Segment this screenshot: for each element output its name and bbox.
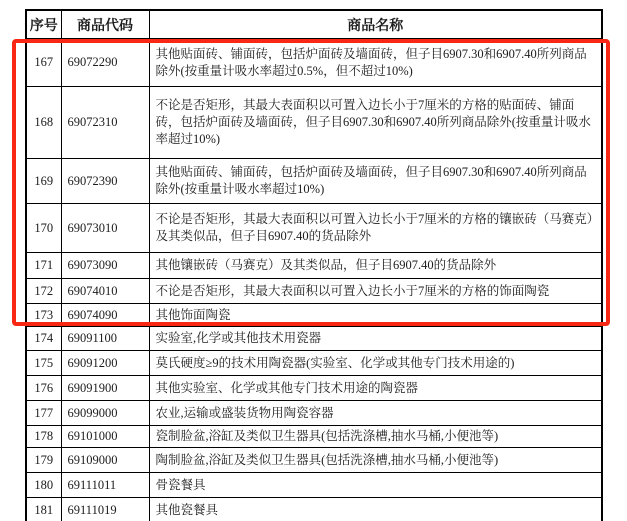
table-row [26,351,602,376]
row-serial-cell: 172 [26,279,61,304]
row-name-cell: 骨瓷餐具 [149,473,602,498]
row-code-cell: 69073090 [61,253,149,279]
row-name-cell: 其他贴面砖、铺面砖，包括炉面砖及墙面砖，但子目6907.30和6907.40所列商品除外(按重量计吸水率超过0.5%，但不超过10%) [149,39,602,87]
row-name-cell: 瓷制脸盆,浴缸及类似卫生器具(包括洗涤槽,抽水马桶,小便池等) [149,426,602,448]
table-row [26,327,602,351]
row-name-cell: 实验室,化学或其他技术用瓷器 [149,327,602,351]
row-code-cell: 69109000 [61,448,149,473]
row-serial-cell: 176 [26,376,61,401]
header-serial-number: 序号 [26,10,61,39]
row-code-cell: 69111011 [61,473,149,498]
table-row [26,498,602,521]
row-serial-cell: 173 [26,304,61,327]
row-code-cell: 69091900 [61,376,149,401]
row-code-cell: 69111019 [61,498,149,521]
row-name-cell: 其他饰面陶瓷 [149,304,602,327]
table-row [26,376,602,401]
header-product-name: 商品名称 [149,10,602,39]
row-serial-cell: 181 [26,498,61,521]
table-header-row [26,10,602,39]
hs-code-table [25,9,603,521]
row-name-cell: 其他瓷餐具 [149,498,602,521]
row-name-cell: 莫氏硬度≥9的技术用陶瓷器(实验室、化学或其他专门技术用途的) [149,351,602,376]
row-code-cell: 69072390 [61,159,149,204]
table-row [26,473,602,498]
table-row [26,204,602,253]
row-code-cell: 69074090 [61,304,149,327]
table-row [26,448,602,473]
row-serial-cell: 179 [26,448,61,473]
row-serial-cell: 169 [26,159,61,204]
row-serial-cell: 174 [26,327,61,351]
row-serial-cell: 177 [26,401,61,426]
table-row [26,39,602,87]
row-serial-cell: 180 [26,473,61,498]
row-code-cell: 69091100 [61,327,149,351]
row-code-cell: 69101000 [61,426,149,448]
row-serial-cell: 175 [26,351,61,376]
row-serial-cell: 171 [26,253,61,279]
row-name-cell: 其他镶嵌砖（马赛克）及其类似品，但子目6907.40的货品除外 [149,253,602,279]
row-serial-cell: 168 [26,87,61,159]
header-product-code: 商品代码 [61,10,149,39]
row-code-cell: 69073010 [61,204,149,253]
row-code-cell: 69072310 [61,87,149,159]
row-name-cell: 不论是否矩形，其最大表面积以可置入边长小于7厘米的方格的饰面陶瓷 [149,279,602,304]
table-row [26,304,602,327]
row-name-cell: 不论是否矩形，其最大表面积以可置入边长小于7厘米的方格的贴面砖、铺面砖，包括炉面砖及墙面砖，但子目6907.30和6907.40所列商品除外(按重量计吸水率超过10%) [149,87,602,159]
table-row [26,279,602,304]
row-code-cell: 69091200 [61,351,149,376]
row-name-cell: 不论是否矩形，其最大表面积以可置入边长小于7厘米的方格的镶嵌砖（马赛克）及其类似品，但子目6907.40的货品除外 [149,204,602,253]
row-name-cell: 其他实验室、化学或其他专门技术用途的陶瓷器 [149,376,602,401]
row-serial-cell: 167 [26,39,61,87]
row-name-cell: 农业,运输或盛装货物用陶瓷容器 [149,401,602,426]
row-name-cell: 其他贴面砖、铺面砖，包括炉面砖及墙面砖，但子目6907.30和6907.40所列商品除外(按重量计吸水率超过10%) [149,159,602,204]
table-row [26,159,602,204]
row-code-cell: 69074010 [61,279,149,304]
table-row [26,401,602,426]
row-serial-cell: 178 [26,426,61,448]
row-name-cell: 陶制脸盆,浴缸及类似卫生器具(包括洗涤槽,抽水马桶,小便池等) [149,448,602,473]
row-serial-cell: 170 [26,204,61,253]
table-row [26,87,602,159]
row-code-cell: 69072290 [61,39,149,87]
table-row [26,426,602,448]
table-row [26,253,602,279]
row-code-cell: 69099000 [61,401,149,426]
